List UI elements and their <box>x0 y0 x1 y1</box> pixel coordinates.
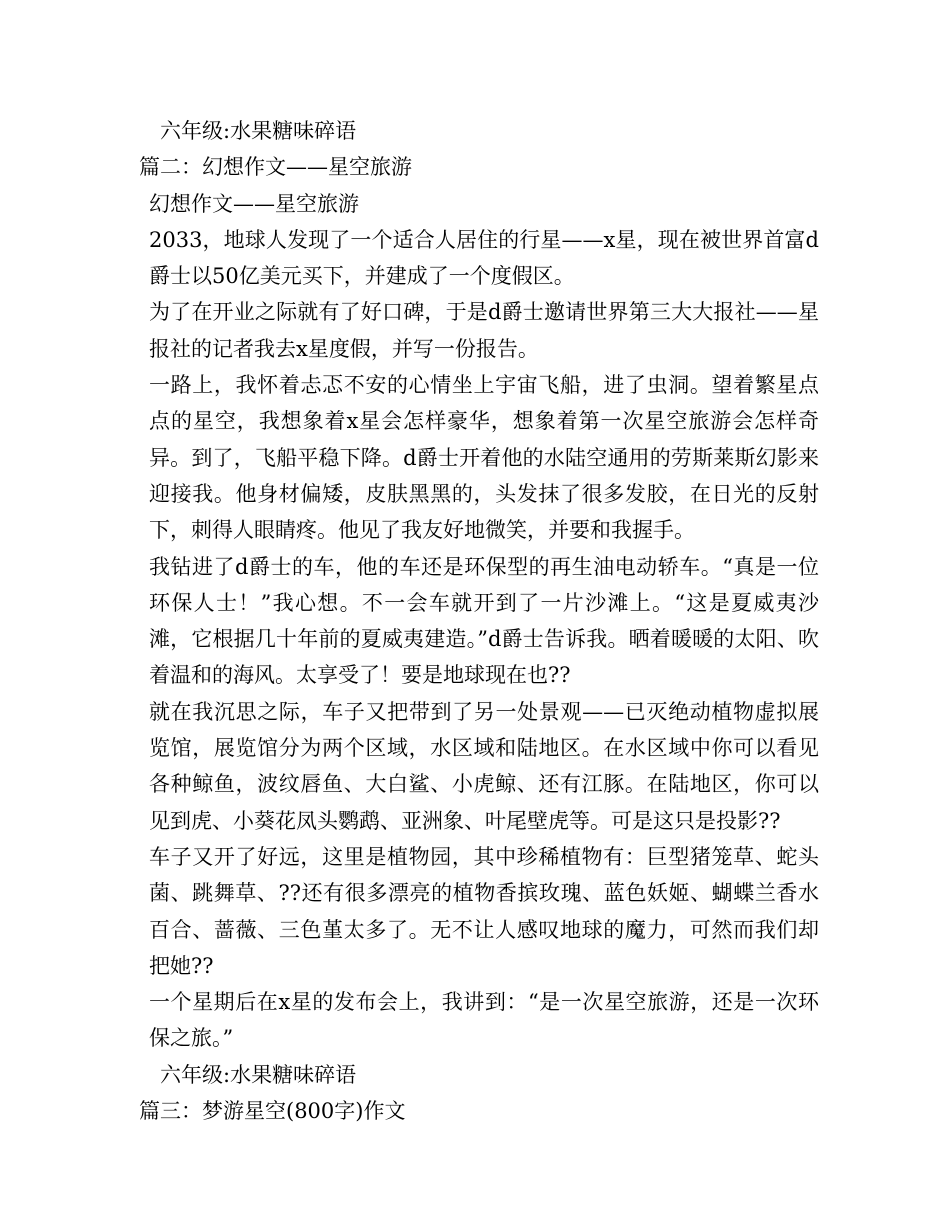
section-caption: 六年级:水果糖味碎语 <box>160 119 357 143</box>
paragraph: 就在我沉思之际，车子又把带到了另一处景观——已灭绝动植物虚拟展览馆，展览馆分为两个区域，水区域和陆地区。在水区域中你可以看见各种鲸鱼，波纹唇鱼、大白鲨、小虎鲸、还有江豚。在陆地区，你可以见到虎、小葵花凤头鹦鹉、亚洲象、叶尾壁虎等。可是这只是投影?? <box>149 699 819 833</box>
paragraph: 一个星期后在x星的发布会上，我讲到：“是一次星空旅游，还是一次环保之旅。” <box>149 990 819 1051</box>
paragraph: 车子又开了好远，这里是植物园，其中珍稀植物有：巨型猪笼草、蛇头菌、跳舞草、??还有很多漂亮的植物香摈玫瑰、蓝色妖姬、蝴蝶兰香水百合、蔷薇、三色堇太多了。无不让人感叹地球的魔力，可然而我们却把她?? <box>149 844 819 978</box>
section-heading: 篇三：梦游星空(800字)作文 <box>139 1099 406 1124</box>
paragraph: 为了在开业之际就有了好口碑，于是d爵士邀请世界第三大大报社——星报社的记者我去x星度假，并写一份报告。 <box>149 300 819 361</box>
section-heading: 篇二：幻想作文——星空旅游 <box>139 155 412 180</box>
essay-title: 幻想作文——星空旅游 <box>149 191 359 216</box>
paragraph: 一路上，我怀着忐忑不安的心情坐上宇宙飞船，进了虫洞。望着繁星点点的星空，我想象着x星会怎样豪华，想象着第一次星空旅游会怎样奇异。到了，飞船平稳下降。d爵士开着他的水陆空通用的劳斯莱斯幻影来迎接我。他身材偏矮，皮肤黑黑的，头发抹了很多发胶，在日光的反射下，刺得人眼睛疼。他见了我友好地微笑，并要和我握手。 <box>149 373 819 543</box>
section-caption: 六年级:水果糖味碎语 <box>160 1062 357 1087</box>
paragraph: 2033，地球人发现了一个适合人居住的行星——x星，现在被世界首富d爵士以50亿美元买下，并建成了一个度假区。 <box>149 227 819 289</box>
document-body <box>139 113 819 1129</box>
paragraph: 我钻进了d爵士的车，他的车还是环保型的再生油电动轿车。“真是一位环保人士！”我心想。不一会车就开到了一片沙滩上。“这是夏威夷沙滩，它根据几十年前的夏威夷建造。”d爵士告诉我。晒着暖暖的太阳、吹着温和的海风。太享受了！要是地球现在也?? <box>149 554 819 688</box>
